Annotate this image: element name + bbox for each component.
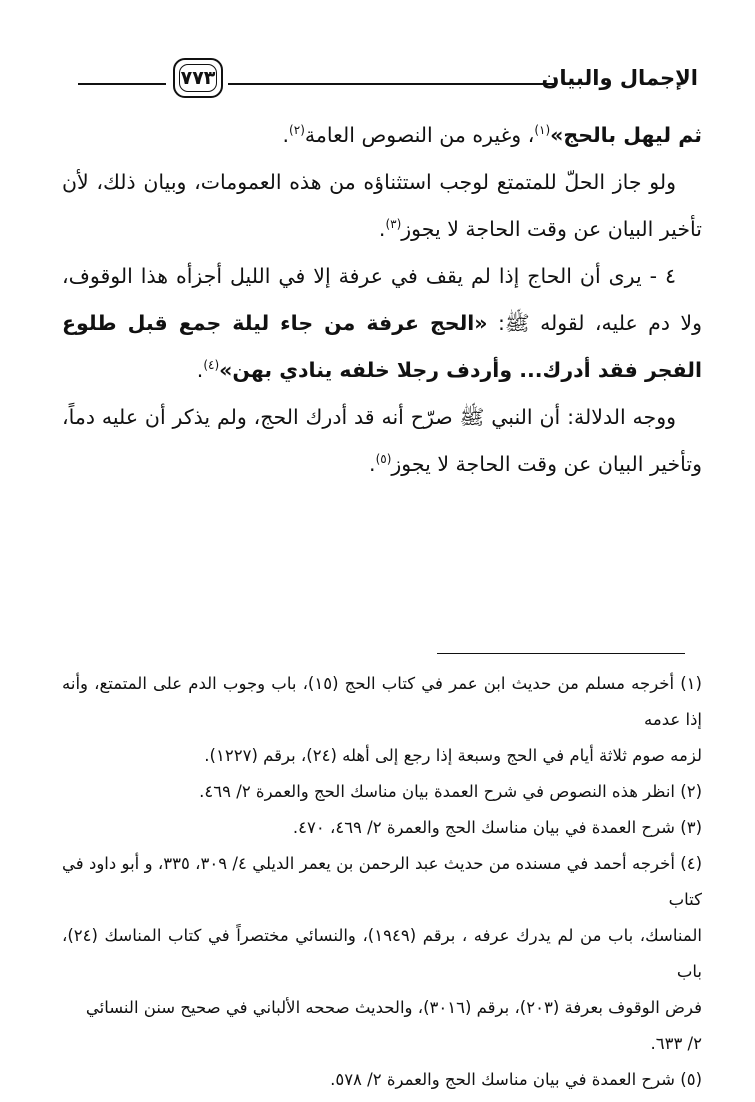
paragraph-1-end: .: [282, 123, 290, 147]
paragraph-4-text: ووجه الدلالة: أن النبي ﷺ صرّح أنه قد أدرك الحج، ولم يذكر أن عليه دماً، وتأخير البيان عن وقت الحاجة لا يجوز: [62, 405, 702, 476]
paragraph-2-text: ولو جاز الحلّ للمتمتع لوجب استثناؤه من هذه العمومات، وبيان ذلك، لأن تأخير البيان عن وقت الحاجة لا يجوز: [62, 170, 702, 241]
footnote-4-line-4: ٢/ ٦٣٣.: [650, 1034, 702, 1053]
header-rule-right: [228, 83, 556, 85]
footnote-ref-2: (٢): [289, 123, 305, 138]
paragraph-3-text: ٤ - يرى أن الحاج إذا لم يقف في عرفة إلا في الليل أجزأه هذا الوقوف، ولا دم عليه، لقوله ﷺ:: [62, 264, 702, 335]
paragraph-2: [62, 159, 702, 253]
footnote-ref-5: (٥): [375, 452, 392, 467]
paragraph-1-text: ، وغيره من النصوص العامة: [304, 123, 535, 147]
paragraph-4-end: .: [369, 452, 376, 476]
header-rule-left: [78, 83, 166, 85]
footnote-3: [62, 810, 702, 846]
paragraph-2-end: .: [378, 217, 386, 241]
footnote-5: [62, 1062, 702, 1098]
footnote-2: [62, 774, 702, 810]
footnote-ref-1: (١): [534, 123, 551, 138]
main-text: [62, 112, 702, 488]
footnote-3-text: (٣) شرح العمدة في بيان مناسك الحج والعمرة ٢/ ٤٦٩، ٤٧٠.: [292, 818, 702, 837]
footnote-4-line-1: (٤) أخرجه أحمد في مسنده من حديث عبد الرحمن بن يعمر الديلي ٤/ ٣٠٩، ٣٣٥، و أبو داود في كتاب: [62, 854, 702, 909]
footnote-1: [62, 666, 702, 738]
page-header: [78, 58, 698, 114]
footnote-ref-4: (٤): [203, 358, 220, 373]
hadith-quote-end: ثم ليهل بالحج»: [550, 123, 702, 147]
paragraph-3: [62, 253, 702, 394]
footnote-4-continued-3: [62, 1026, 702, 1062]
hadith-quote: «الحج عرفة من جاء ليلة جمع قبل طلوع الفجر فقد أدرك... وأردف رجلا خلفه ينادي بهن»: [62, 311, 702, 382]
page-number: ٧٧٣: [180, 67, 216, 89]
footnote-1-line-2: لزمه صوم ثلاثة أيام في الحج وسبعة إذا رجع إلى أهله (٢٤)، برقم (١٢٢٧).: [204, 746, 702, 765]
footnote-4-line-3: فرض الوقوف بعرفة (٢٠٣)، برقم (٣٠١٦)، والحديث صححه الألباني في صحيح سنن النسائي: [85, 998, 702, 1017]
footnote-separator: [437, 653, 685, 654]
footnote-4-line-2: المناسك، باب من لم يدرك عرفه ، برقم (١٩٤٩)، والنسائي مختصراً في كتاب المناسك (٢٤)، باب: [62, 926, 702, 981]
footnote-4-continued-1: [62, 918, 702, 990]
footnote-4: [62, 846, 702, 918]
footnote-4-continued-2: [62, 990, 702, 1026]
paragraph-1: [62, 112, 702, 159]
footnote-2-text: (٢) انظر هذه النصوص في شرح العمدة بيان مناسك الحج والعمرة ٢/ ٤٦٩.: [199, 782, 702, 801]
footnote-1-line-1: (١) أخرجه مسلم من حديث ابن عمر في كتاب الحج (١٥)، باب وجوب الدم على المتمتع، وأنه إذا عدمه: [62, 674, 702, 729]
footnote-5-text: (٥) شرح العمدة في بيان مناسك الحج والعمرة ٢/ ٥٧٨.: [330, 1070, 702, 1089]
paragraph-4: [62, 394, 702, 488]
paragraph-3-end: .: [196, 358, 204, 382]
footnote-1-continued: [62, 738, 702, 774]
footnote-ref-3: (٣): [385, 217, 402, 232]
running-title: الإجمال والبيان: [541, 66, 698, 90]
page-number-frame: [173, 58, 223, 98]
footnotes: [62, 666, 702, 1098]
